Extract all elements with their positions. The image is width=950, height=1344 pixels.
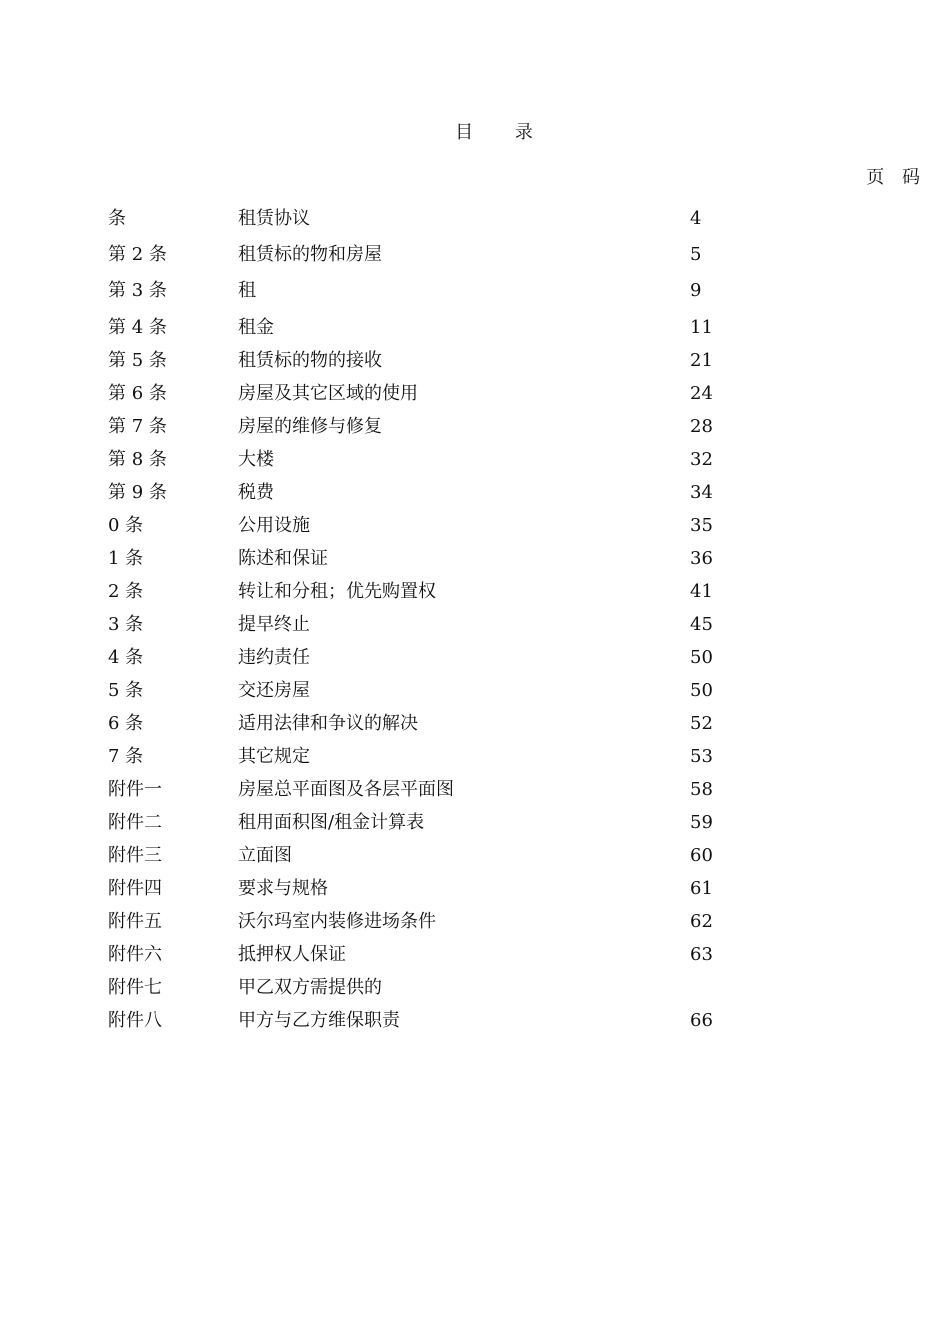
toc-entry-title: 立面图	[238, 845, 292, 866]
table-of-contents	[108, 202, 808, 1037]
toc-entry-page: 36	[690, 548, 713, 569]
toc-entry-number: 附件八	[108, 1010, 162, 1031]
toc-entry	[108, 542, 808, 575]
toc-entry-page: 66	[690, 1010, 713, 1031]
toc-entry-page: 50	[690, 647, 713, 668]
toc-entry	[108, 410, 808, 443]
toc-entry-page: 41	[690, 581, 713, 602]
toc-entry-number: 第 5 条	[108, 350, 167, 371]
toc-entry-number: 7 条	[108, 746, 144, 767]
toc-entry-page: 60	[690, 845, 713, 866]
toc-entry-title: 陈述和保证	[238, 548, 328, 569]
toc-entry-title: 要求与规格	[238, 878, 328, 899]
toc-entry-number: 附件六	[108, 944, 162, 965]
toc-entry	[108, 274, 808, 311]
toc-entry-page: 32	[690, 449, 713, 470]
toc-entry	[108, 971, 808, 1004]
toc-entry	[108, 476, 808, 509]
toc-entry-page: 21	[690, 350, 713, 371]
toc-entry	[108, 377, 808, 410]
page-number-header: 页 码	[866, 167, 926, 188]
toc-entry-page: 63	[690, 944, 713, 965]
toc-entry-number: 附件一	[108, 779, 162, 800]
toc-entry-title: 甲乙双方需提供的	[238, 977, 382, 998]
toc-entry	[108, 311, 808, 344]
toc-entry-number: 6 条	[108, 713, 144, 734]
toc-entry	[108, 806, 808, 839]
toc-entry-number: 3 条	[108, 614, 144, 635]
toc-entry-title: 适用法律和争议的解决	[238, 713, 418, 734]
toc-entry-page: 9	[690, 280, 702, 301]
toc-entry	[108, 443, 808, 476]
toc-entry-page: 58	[690, 779, 713, 800]
toc-entry-title: 违约责任	[238, 647, 310, 668]
toc-entry-title: 其它规定	[238, 746, 310, 767]
toc-entry-number: 5 条	[108, 680, 144, 701]
toc-entry	[108, 938, 808, 971]
toc-entry-page: 53	[690, 746, 713, 767]
toc-entry-page: 52	[690, 713, 713, 734]
toc-entry	[108, 202, 808, 238]
toc-entry-number: 附件二	[108, 812, 162, 833]
toc-entry-title: 甲方与乙方维保职责	[238, 1010, 400, 1031]
toc-entry	[108, 839, 808, 872]
toc-entry-page: 35	[690, 515, 713, 536]
toc-entry	[108, 674, 808, 707]
toc-entry-page: 34	[690, 482, 713, 503]
toc-entry-number: 第 7 条	[108, 416, 167, 437]
toc-entry-number: 条	[108, 208, 126, 229]
toc-entry	[108, 1004, 808, 1037]
toc-entry-number: 附件五	[108, 911, 162, 932]
toc-entry-page: 59	[690, 812, 713, 833]
toc-entry-page: 4	[690, 208, 702, 229]
toc-entry-title: 税费	[238, 482, 274, 503]
toc-entry-page: 45	[690, 614, 713, 635]
toc-entry-title: 提早终止	[238, 614, 310, 635]
toc-entry-page: 61	[690, 878, 713, 899]
toc-entry-title: 房屋及其它区域的使用	[238, 383, 418, 404]
toc-entry-number: 第 8 条	[108, 449, 167, 470]
toc-entry-title: 房屋总平面图及各层平面图	[238, 779, 454, 800]
toc-entry-number: 附件三	[108, 845, 162, 866]
toc-entry	[108, 608, 808, 641]
toc-entry-page: 24	[690, 383, 713, 404]
toc-entry-number: 2 条	[108, 581, 144, 602]
toc-entry	[108, 641, 808, 674]
toc-entry	[108, 509, 808, 542]
toc-entry-title: 交还房屋	[238, 680, 310, 701]
toc-entry	[108, 238, 808, 274]
toc-entry-title: 租赁协议	[238, 208, 310, 229]
toc-entry	[108, 707, 808, 740]
toc-entry-title: 租金	[238, 317, 274, 338]
toc-entry-number: 4 条	[108, 647, 144, 668]
toc-entry-title: 抵押权人保证	[238, 944, 346, 965]
toc-entry	[108, 740, 808, 773]
toc-entry-page: 5	[690, 244, 702, 265]
toc-entry	[108, 344, 808, 377]
toc-entry	[108, 905, 808, 938]
toc-entry-number: 第 6 条	[108, 383, 167, 404]
toc-entry-number: 0 条	[108, 515, 144, 536]
toc-entry-page: 11	[690, 317, 713, 338]
toc-entry-number: 第 3 条	[108, 280, 167, 301]
toc-entry	[108, 575, 808, 608]
toc-entry-title: 租赁标的物和房屋	[238, 244, 382, 265]
toc-entry-title: 租用面积图/租金计算表	[238, 812, 425, 833]
toc-entry-title: 租	[238, 280, 256, 301]
toc-title: 目 录	[455, 122, 551, 143]
toc-entry-page: 28	[690, 416, 713, 437]
toc-entry-number: 第 9 条	[108, 482, 167, 503]
toc-entry-title: 沃尔玛室内装修进场条件	[238, 911, 436, 932]
toc-entry-title: 房屋的维修与修复	[238, 416, 382, 437]
toc-entry-page: 50	[690, 680, 713, 701]
toc-entry-page: 62	[690, 911, 713, 932]
toc-entry-number: 第 4 条	[108, 317, 167, 338]
toc-entry-number: 第 2 条	[108, 244, 167, 265]
toc-entry-number: 附件七	[108, 977, 162, 998]
toc-entry-title: 大楼	[238, 449, 274, 470]
toc-entry-title: 租赁标的物的接收	[238, 350, 382, 371]
toc-entry-title: 转让和分租；优先购置权	[238, 581, 436, 602]
toc-entry	[108, 872, 808, 905]
toc-entry-number: 附件四	[108, 878, 162, 899]
toc-entry	[108, 773, 808, 806]
toc-entry-number: 1 条	[108, 548, 144, 569]
toc-entry-title: 公用设施	[238, 515, 310, 536]
